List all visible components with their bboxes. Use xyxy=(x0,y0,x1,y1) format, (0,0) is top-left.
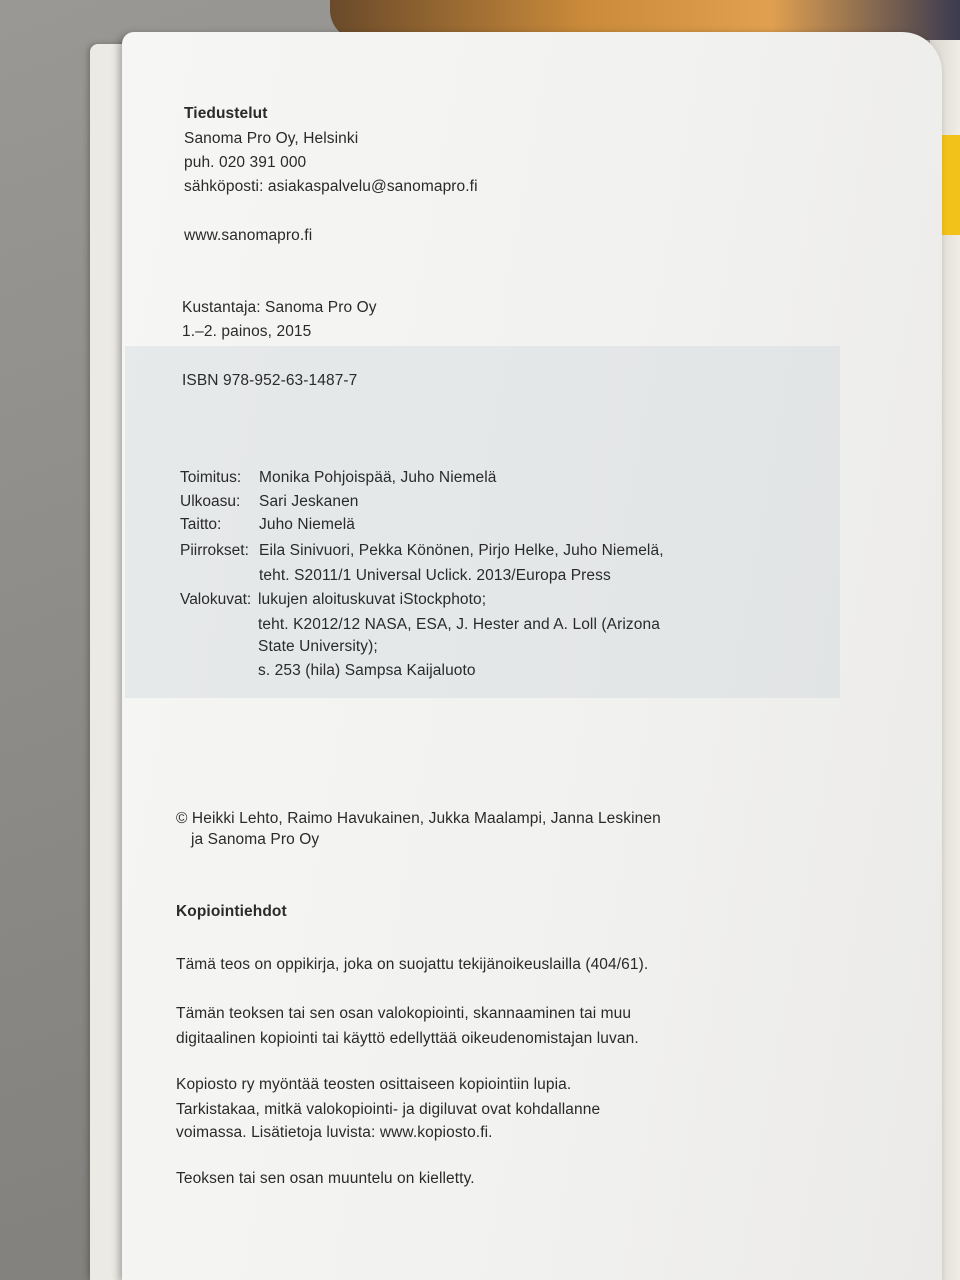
copying-paragraph-3-line-3: voimassa. Lisätietoja luvista: www.kopiosto.fi. xyxy=(176,1124,493,1141)
credit-line: s. 253 (hila) Sampsa Kaijaluoto xyxy=(258,662,476,679)
copyright-line-2: ja Sanoma Pro Oy xyxy=(191,831,320,848)
credit-line: Monika Pohjoispää, Juho Niemelä xyxy=(259,469,497,486)
credit-line: State University); xyxy=(258,638,378,655)
copying-paragraph-1: Tämä teos on oppikirja, joka on suojattu tekijänoikeuslailla (404/61). xyxy=(176,956,649,973)
credit-line: Eila Sinivuori, Pekka Könönen, Pirjo Helke, Juho Niemelä, xyxy=(259,542,664,559)
copying-heading: Kopiointiehdot xyxy=(176,903,287,920)
inquiries-company: Sanoma Pro Oy, Helsinki xyxy=(184,130,359,147)
inquiries-website: www.sanomapro.fi xyxy=(184,227,313,244)
inquiries-heading: Tiedustelut xyxy=(184,105,268,122)
yellow-cover-tab xyxy=(942,135,960,235)
copyright-line-1: © Heikki Lehto, Raimo Havukainen, Jukka Maalampi, Janna Leskinen xyxy=(176,810,661,827)
edition-line: 1.–2. painos, 2015 xyxy=(182,323,312,340)
copying-paragraph-4: Teoksen tai sen osan muuntelu on kielletty. xyxy=(176,1170,475,1187)
credit-line: Sari Jeskanen xyxy=(259,493,359,510)
credit-role: Valokuvat: xyxy=(180,591,252,608)
show-through-band xyxy=(125,346,840,698)
inquiries-phone: puh. 020 391 000 xyxy=(184,154,307,171)
credit-role: Ulkoasu: xyxy=(180,493,241,510)
copying-paragraph-2-line-2: digitaalinen kopiointi tai käyttö edellyttää oikeudenomistajan luvan. xyxy=(176,1030,639,1047)
copying-paragraph-2-line-1: Tämän teoksen tai sen osan valokopiointi, skannaaminen tai muu xyxy=(176,1005,632,1022)
publisher-line: Kustantaja: Sanoma Pro Oy xyxy=(182,299,377,316)
copying-paragraph-3-line-1: Kopiosto ry myöntää teosten osittaiseen kopiointiin lupia. xyxy=(176,1076,572,1093)
credit-role: Taitto: xyxy=(180,516,222,533)
isbn-line: ISBN 978-952-63-1487-7 xyxy=(182,372,358,389)
credit-line: Juho Niemelä xyxy=(259,516,355,533)
credit-role: Toimitus: xyxy=(180,469,242,486)
credit-line: teht. S2011/1 Universal Uclick. 2013/Europa Press xyxy=(259,567,611,584)
credit-line: lukujen aloituskuvat iStockphoto; xyxy=(258,591,487,608)
credit-line: teht. K2012/12 NASA, ESA, J. Hester and A. Loll (Arizona xyxy=(258,616,660,633)
inquiries-email: sähköposti: asiakaspalvelu@sanomapro.fi xyxy=(184,178,478,195)
credit-role: Piirrokset: xyxy=(180,542,249,559)
copying-paragraph-3-line-2: Tarkistakaa, mitkä valokopiointi- ja digiluvat ovat kohdallanne xyxy=(176,1101,601,1118)
